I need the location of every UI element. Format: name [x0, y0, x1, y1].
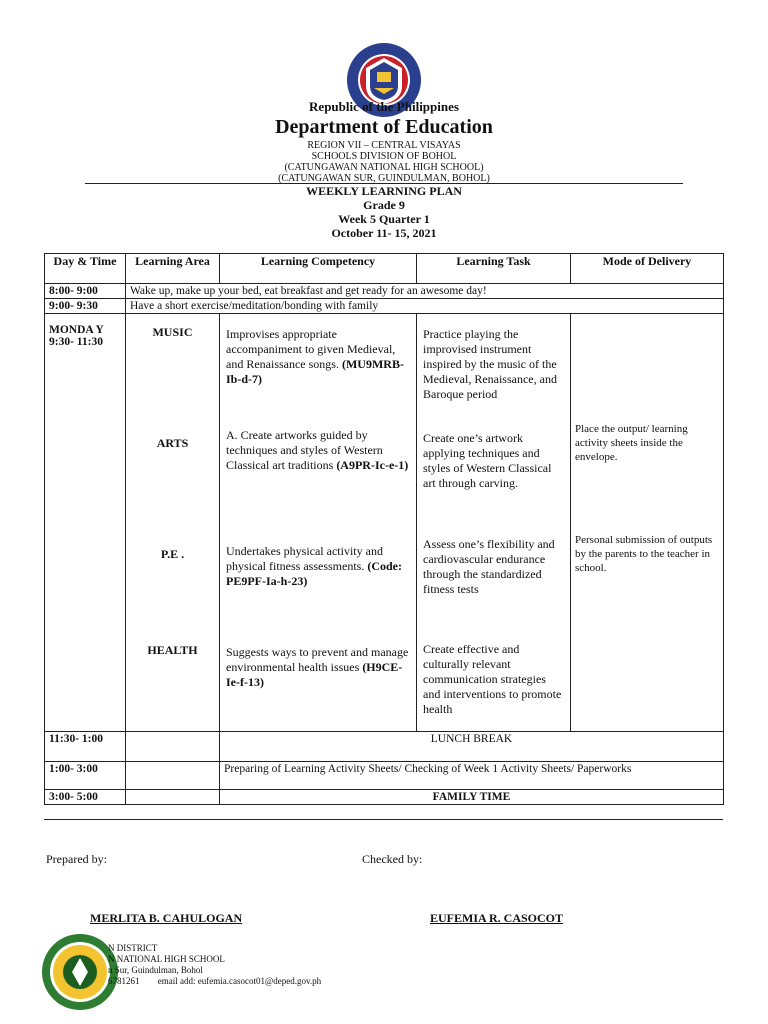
empty-cell [126, 762, 220, 790]
lunch-break: LUNCH BREAK [220, 732, 724, 762]
footer-school: N NATIONAL HIGH SCHOOL [108, 954, 225, 964]
competency-cell [220, 314, 417, 732]
header-learning-task: Learning Task [417, 254, 571, 284]
region-line: REGION VII – CENTRAL VISAYAS [307, 140, 461, 151]
prepared-by-name: MERLITA B. CAHULOGAN [90, 911, 243, 925]
prepared-by-label: Prepared by: [46, 852, 107, 866]
footer-email: email add: eufemia.casocot01@deped.gov.ph [157, 976, 322, 986]
competency-arts: A. Create artworks guided by techniques and styles of Western Classical art traditions (A9PR-Ic-e-1) [226, 428, 409, 472]
code-arts: (A9PR-Ic-e-1) [336, 458, 409, 472]
table-header-row [45, 254, 724, 284]
afternoon-time: 1:00- 3:00 [45, 762, 126, 790]
department-heading: Department of Education [275, 116, 493, 138]
header-learning-competency: Learning Competency [220, 254, 417, 284]
table-row [45, 790, 724, 805]
competency-pe: Undertakes physical activity and physical fitness assessments. (Code: PE9PF-Ia-h-23) [226, 544, 402, 588]
family-time: FAMILY TIME [220, 790, 724, 805]
plan-grade: Grade 9 [363, 198, 405, 212]
weekly-plan-table [44, 253, 724, 805]
competency-music: Improvises appropriate accompaniment to given Medieval, and Renaissance songs. (MU9MRB-Ib-d-7) [226, 327, 404, 386]
empty-cell [126, 732, 220, 762]
area-health: HEALTH [147, 643, 198, 657]
bottom-divider [44, 819, 723, 820]
routine-time: 9:00- 9:30 [45, 299, 126, 314]
area-music: MUSIC [152, 325, 193, 339]
mode-envelope: Place the output/ learning activity sheets inside the envelope. [575, 423, 688, 463]
routine-time: 8:00- 9:00 [45, 284, 126, 299]
checked-by-label: Checked by: [362, 852, 423, 866]
footer-phone: 6781261 [108, 976, 140, 986]
table-row [45, 299, 724, 314]
routine-text: Wake up, make up your bed, eat breakfast and get ready for an awesome day! [126, 284, 724, 299]
routine-text: Have a short exercise/meditation/bonding with family [126, 299, 724, 314]
code-music: (MU9MRB-Ib-d-7) [226, 357, 404, 386]
table-row [45, 732, 724, 762]
plan-week: Week 5 Quarter 1 [338, 212, 430, 226]
code-health: (H9CE-Ie-f-13) [226, 660, 403, 689]
task-pe: Assess one’s flexibility and cardiovascular endurance through the standardized fitness tests [423, 537, 555, 596]
checked-by-name: EUFEMIA R. CASOCOT [430, 911, 564, 925]
competency-health: Suggests ways to prevent and manage environmental health issues (H9CE-Ie-f-13) [226, 645, 409, 689]
monday-block-row [45, 314, 724, 732]
header-learning-area: Learning Area [126, 254, 220, 284]
footer-district: N DISTRICT [108, 943, 158, 953]
mode-personal-submission: Personal submission of outputs by the parents to the teacher in school. [575, 534, 713, 574]
mode-cell [571, 314, 724, 732]
task-music: Practice playing the improvised instrument inspired by the music of the Medieval, Renaissance, and Baroque period [423, 327, 557, 401]
footer-contact [108, 976, 321, 987]
area-arts: ARTS [156, 436, 189, 450]
header-day-time: Day & Time [45, 254, 126, 284]
task-arts: Create one’s artwork applying techniques and styles of Western Classical art through carving. [423, 431, 552, 490]
division-line: SCHOOLS DIVISION OF BOHOL [311, 151, 457, 162]
plan-title: WEEKLY LEARNING PLAN [306, 184, 462, 198]
plan-dates: October 11- 15, 2021 [331, 226, 437, 240]
empty-cell [126, 790, 220, 805]
area-pe: P.E . [160, 547, 185, 561]
lunch-time: 11:30- 1:00 [45, 732, 126, 762]
footer-address: n Sur, Guindulman, Bohol [108, 965, 203, 975]
task-health: Create effective and culturally relevant communication strategies and interventions to promote health [423, 642, 562, 716]
school-line: (CATUNGAWAN NATIONAL HIGH SCHOOL) [284, 162, 484, 173]
code-pe: (Code: PE9PF-Ia-h-23) [226, 559, 402, 588]
task-cell [417, 314, 571, 732]
learning-area-cell [126, 314, 220, 732]
table-row [45, 284, 724, 299]
republic-heading: Republic of the Philippines [309, 99, 459, 114]
family-time-slot: 3:00- 5:00 [45, 790, 126, 805]
afternoon-activity: Preparing of Learning Activity Sheets/ Checking of Week 1 Activity Sheets/ Paperworks [220, 762, 724, 790]
day-time: 9:30- 11:30 [49, 336, 103, 348]
day-cell [45, 314, 126, 732]
table-row [45, 762, 724, 790]
header-mode-of-delivery: Mode of Delivery [571, 254, 724, 284]
address-line: (CATUNGAWAN SUR, GUINDULMAN, BOHOL) [278, 173, 490, 184]
day-label: MONDA Y [49, 324, 104, 336]
